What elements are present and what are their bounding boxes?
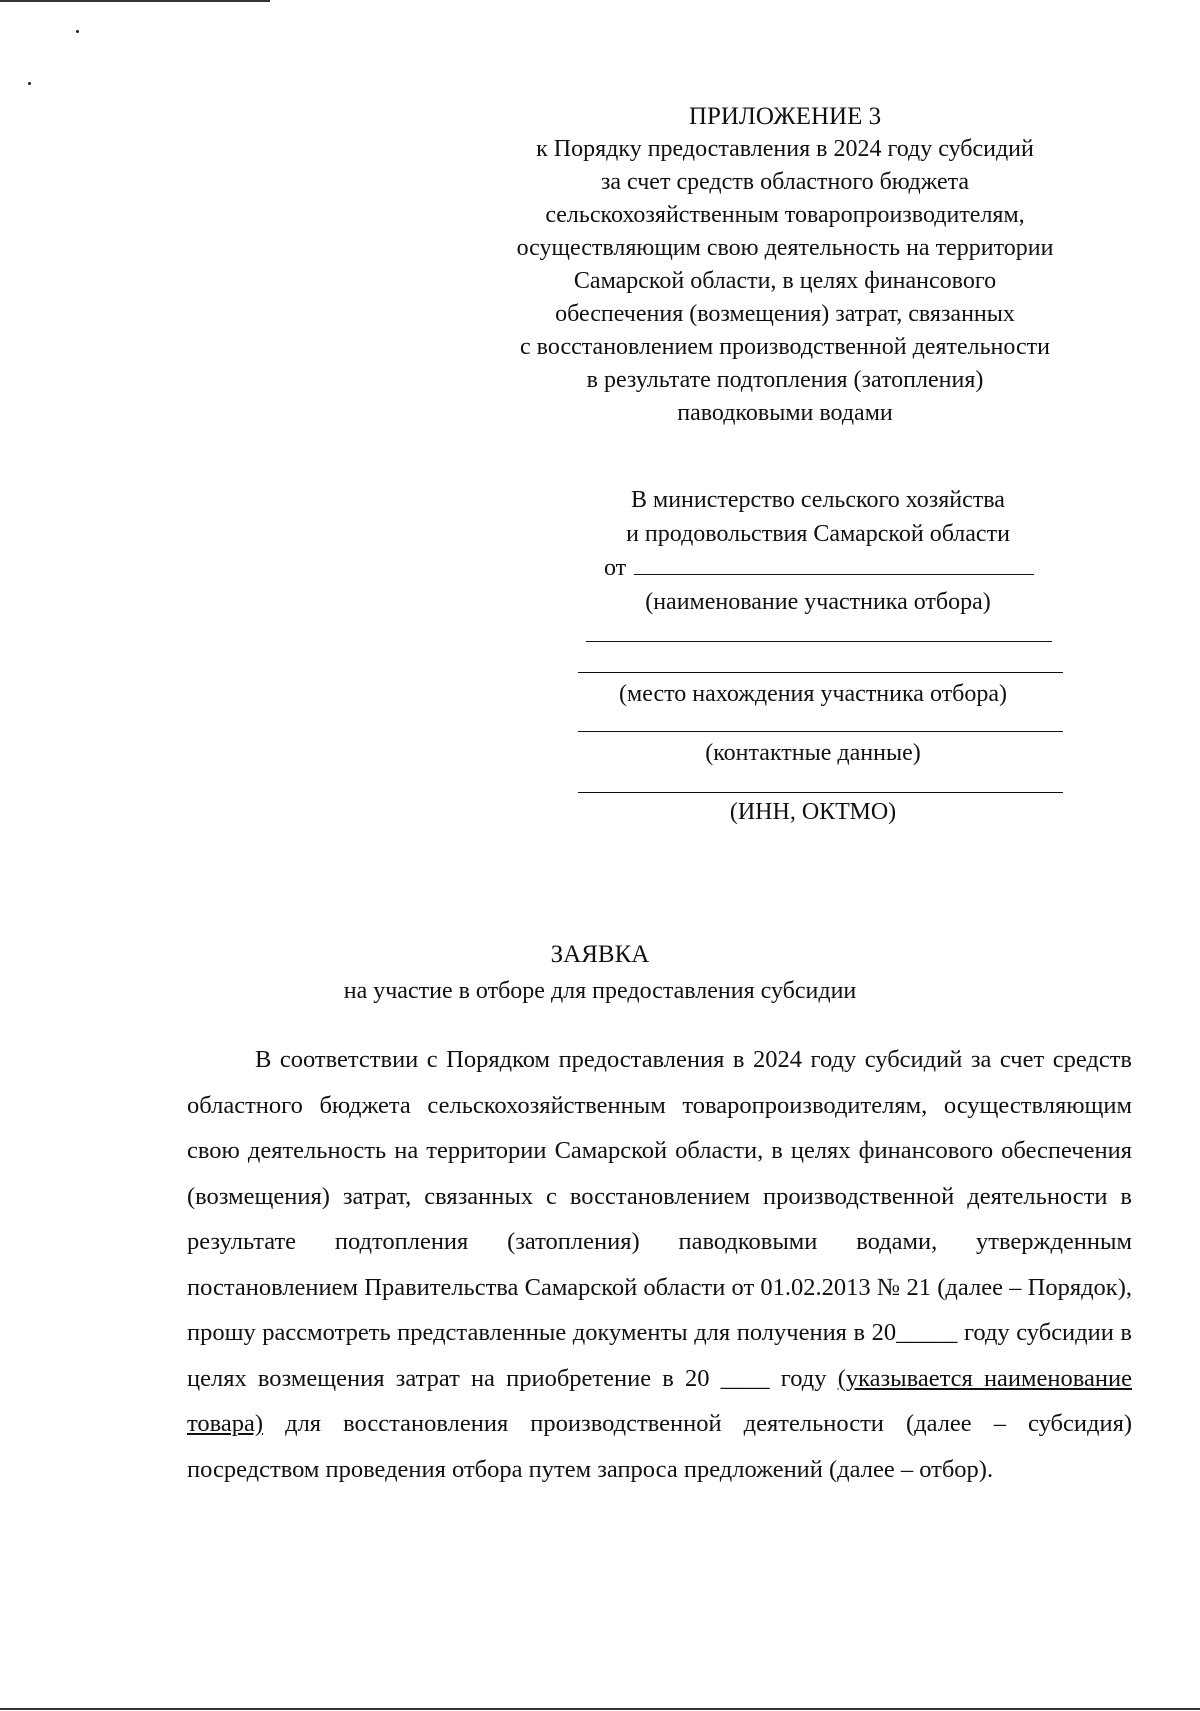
appendix-line: за счет средств областного бюджета	[600, 169, 970, 195]
appendix-line: сельскохозяйственным товаропроизводителям,	[545, 202, 1025, 228]
applicant-name-field[interactable]	[634, 552, 1034, 575]
addressee-line-2: и продовольствия Самарской области	[626, 521, 1010, 547]
application-subtitle: на участие в отборе для предоставления субсидии	[343, 978, 857, 1004]
body-text-part-1: В соответствии с Порядком предоставления в 2024 году субсидий за счет средств областного бюджета сельскохозяйственным товаропроизводителям, осуществляющим свою деятельность на территории Самарской области, в целях финансового обеспечения (возмещения) затрат, связанных с восстановлением производственной деятельности в результате подтопления (затопления) паводковыми водами, утвержденным постановлением Правительства Самарской области от 01.02.2013 № 21 (далее – Порядок), прошу рассмотреть представленные документы для получения в 20_____ году субсидии в целях возмещения затрат на приобретение в 20 ____ году	[187, 1046, 1132, 1392]
scan-speck	[76, 30, 79, 33]
appendix-header	[440, 100, 1130, 430]
fill-line-contacts[interactable]	[578, 731, 1063, 732]
scan-edge-top	[0, 0, 270, 2]
appendix-line: осуществляющим свою деятельность на территории	[516, 235, 1054, 261]
appendix-line: Самарской области, в целях финансового	[573, 268, 997, 294]
addressee-line-1: В министерство сельского хозяйства	[631, 487, 1005, 513]
appendix-title: ПРИЛОЖЕНИЕ 3	[688, 103, 882, 130]
fill-line-name-extra[interactable]	[586, 641, 1052, 642]
caption-applicant-name: (наименование участника отбора)	[645, 589, 991, 615]
body-text-part-2: для восстановления производственной деятельности (далее – субсидия) посредством проведения отбора путем запроса предложений (далее – отбор).	[187, 1410, 1132, 1483]
addressee-block	[578, 483, 1078, 829]
scan-edge-bottom	[0, 1708, 1200, 1710]
caption-location: (место нахождения участника отбора)	[619, 681, 1007, 707]
scan-speck	[28, 82, 31, 85]
body-paragraph	[187, 1037, 1132, 1492]
fill-line-inn[interactable]	[578, 792, 1063, 793]
application-body	[187, 1037, 1132, 1492]
application-heading	[0, 937, 1200, 1009]
appendix-line: паводковыми водами	[677, 400, 893, 426]
body-text-underlined: (указывается наименование товара)	[187, 1364, 1133, 1437]
appendix-line: к Порядку предоставления в 2024 году субсидий	[536, 136, 1034, 162]
fill-line-location[interactable]	[578, 672, 1063, 673]
appendix-line: обеспечения (возмещения) затрат, связанных	[555, 301, 1015, 327]
caption-contacts: (контактные данные)	[705, 740, 921, 766]
appendix-line: в результате подтопления (затопления)	[586, 367, 984, 393]
application-title: ЗАЯВКА	[550, 941, 650, 968]
caption-inn-oktmo: (ИНН, ОКТМО)	[729, 799, 897, 825]
from-label: от	[604, 555, 627, 581]
from-row	[578, 551, 1078, 585]
appendix-line: с восстановлением производственной деятельности	[520, 334, 1050, 360]
